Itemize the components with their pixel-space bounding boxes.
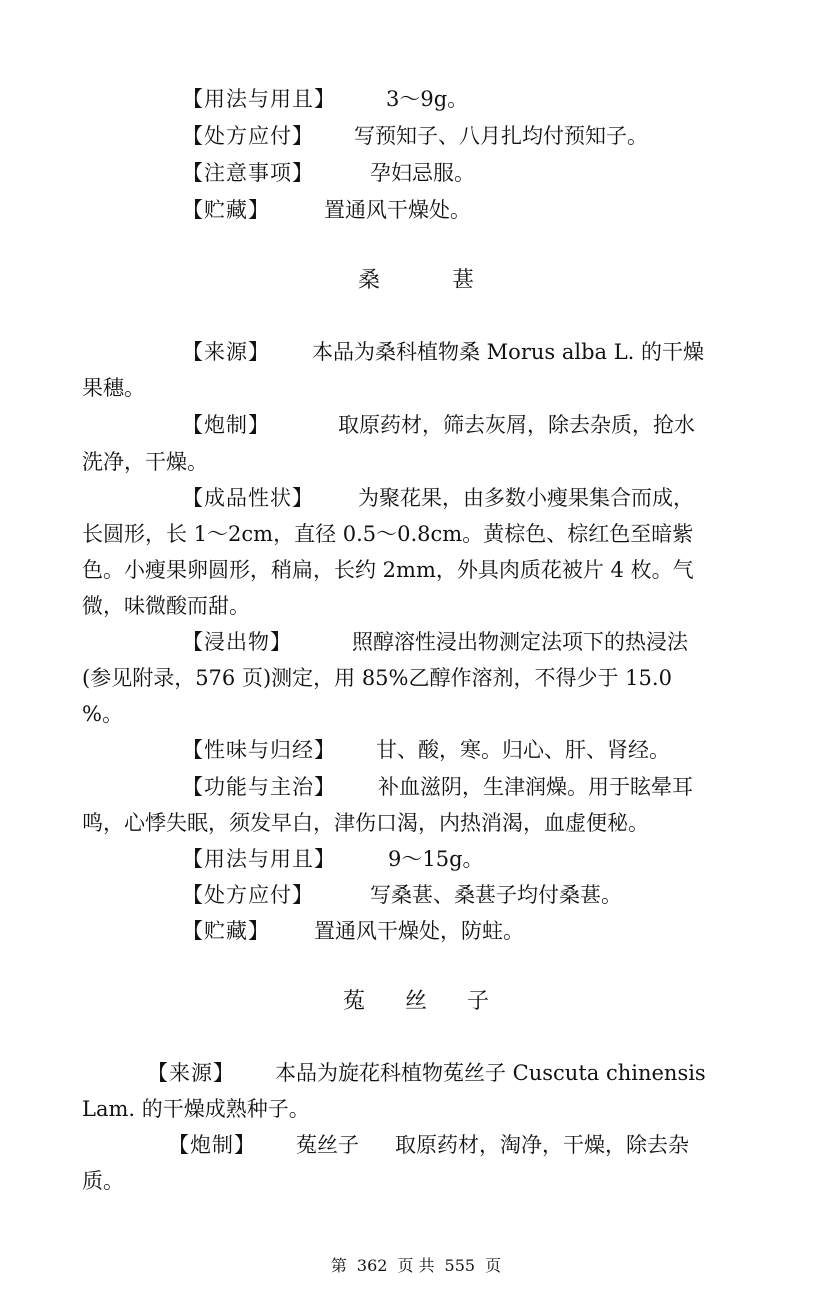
source-label: 【来源】	[182, 340, 270, 364]
total-page-number: 555	[444, 1256, 476, 1275]
usage-label: 【用法与用且】	[182, 87, 336, 111]
source-text: 本品为旋花科植物菟丝子 Cuscuta chinensis	[275, 1061, 706, 1085]
extract-text: 照醇溶性浸出物测定法项下的热浸法	[352, 630, 688, 654]
title-char: 子	[467, 989, 490, 1014]
function-line-cont	[82, 808, 649, 838]
usage-text: 9～15g。	[388, 847, 484, 871]
extract-text-cont: %。	[82, 702, 123, 726]
function-text-cont: 鸣，心悸失眠，须发早白，津伤口渴，内热消渴，血虚便秘。	[82, 811, 649, 835]
storage-line	[182, 916, 524, 946]
extract-line-cont	[82, 699, 123, 729]
title-char: 丝	[404, 989, 427, 1014]
processing-line-cont	[82, 1166, 124, 1196]
processing-text: 取原药材，筛去灰屑，除去杂质，抢水	[338, 413, 695, 437]
source-line	[147, 1058, 706, 1088]
extract-line	[182, 627, 688, 657]
function-line	[182, 772, 693, 802]
processing-subject: 菟丝子	[296, 1133, 359, 1157]
prescription-label: 【处方应付】	[182, 883, 314, 907]
caution-label: 【注意事项】	[182, 161, 314, 185]
footer-mid: 页 共	[397, 1256, 435, 1275]
usage-line	[182, 844, 484, 874]
processing-line	[168, 1130, 689, 1160]
storage-text: 置通风干燥处，防蛀。	[314, 919, 524, 943]
source-text: 本品为桑科植物桑 Morus alba L. 的干燥	[312, 340, 705, 364]
nature-label: 【性味与归经】	[182, 738, 336, 762]
page-footer	[0, 1254, 832, 1278]
processing-label: 【炮制】	[168, 1133, 256, 1157]
extract-label: 【浸出物】	[182, 630, 292, 654]
entry-title-mulberry	[0, 266, 832, 296]
prescription-text: 写桑葚、桑葚子均付桑葚。	[370, 883, 622, 907]
nature-text: 甘、酸，寒。归心、肝、肾经。	[376, 738, 670, 762]
source-text-cont: 果穗。	[82, 376, 145, 400]
storage-label: 【贮藏】	[182, 198, 270, 222]
traits-text-cont: 长圆形，长 1～2cm，直径 0.5～0.8cm。黄棕色、棕红色至暗紫	[82, 522, 694, 546]
source-line	[182, 337, 704, 367]
storage-line	[182, 195, 471, 225]
source-line-cont	[82, 1094, 310, 1124]
traits-text-cont: 色。小瘦果卵圆形，稍扁，长约 2mm，外具肉质花被片 4 枚。气	[82, 558, 694, 582]
prescription-text: 写预知子、八月扎均付预知子。	[354, 124, 648, 148]
source-line-cont	[82, 373, 145, 403]
storage-label: 【贮藏】	[182, 919, 270, 943]
usage-text: 3～9g。	[386, 87, 469, 111]
traits-line-cont	[82, 519, 693, 549]
storage-text: 置通风干燥处。	[324, 198, 471, 222]
traits-line-cont	[82, 555, 694, 585]
function-text: 补血滋阴，生津润燥。用于眩晕耳	[378, 775, 693, 799]
title-char: 菟	[342, 989, 365, 1014]
source-label: 【来源】	[147, 1061, 235, 1085]
processing-line-cont	[82, 447, 208, 477]
processing-text: 取原药材，淘净，干燥，除去杂	[395, 1133, 689, 1157]
title-char: 葚	[452, 268, 475, 293]
traits-text-cont: 微，味微酸而甜。	[82, 594, 250, 618]
traits-label: 【成品性状】	[182, 486, 314, 510]
extract-line-cont	[82, 663, 672, 693]
traits-text: 为聚花果，由多数小瘦果集合而成，	[358, 486, 694, 510]
prescription-line	[182, 121, 648, 151]
prescription-label: 【处方应付】	[182, 124, 314, 148]
traits-line-cont	[82, 591, 250, 621]
usage-line	[182, 84, 468, 114]
title-char: 桑	[357, 268, 380, 293]
processing-text-cont: 洗净，干燥。	[82, 450, 208, 474]
processing-text-cont: 质。	[82, 1169, 124, 1193]
current-page-number: 362	[356, 1256, 388, 1275]
traits-line	[182, 483, 694, 513]
footer-suffix: 页	[485, 1256, 502, 1275]
footer-prefix: 第	[330, 1256, 347, 1275]
caution-line	[182, 158, 475, 188]
prescription-line	[182, 880, 622, 910]
processing-label: 【炮制】	[182, 413, 270, 437]
nature-line	[182, 735, 670, 765]
source-text-cont: Lam. 的干燥成熟种子。	[82, 1097, 310, 1121]
usage-label: 【用法与用且】	[182, 847, 336, 871]
entry-title-dodder	[0, 987, 832, 1017]
processing-line	[182, 410, 695, 440]
function-label: 【功能与主治】	[182, 775, 336, 799]
caution-text: 孕妇忌服。	[370, 161, 475, 185]
extract-text-cont: (参见附录，576 页)测定，用 85%乙醇作溶剂，不得少于 15.0	[82, 666, 672, 690]
